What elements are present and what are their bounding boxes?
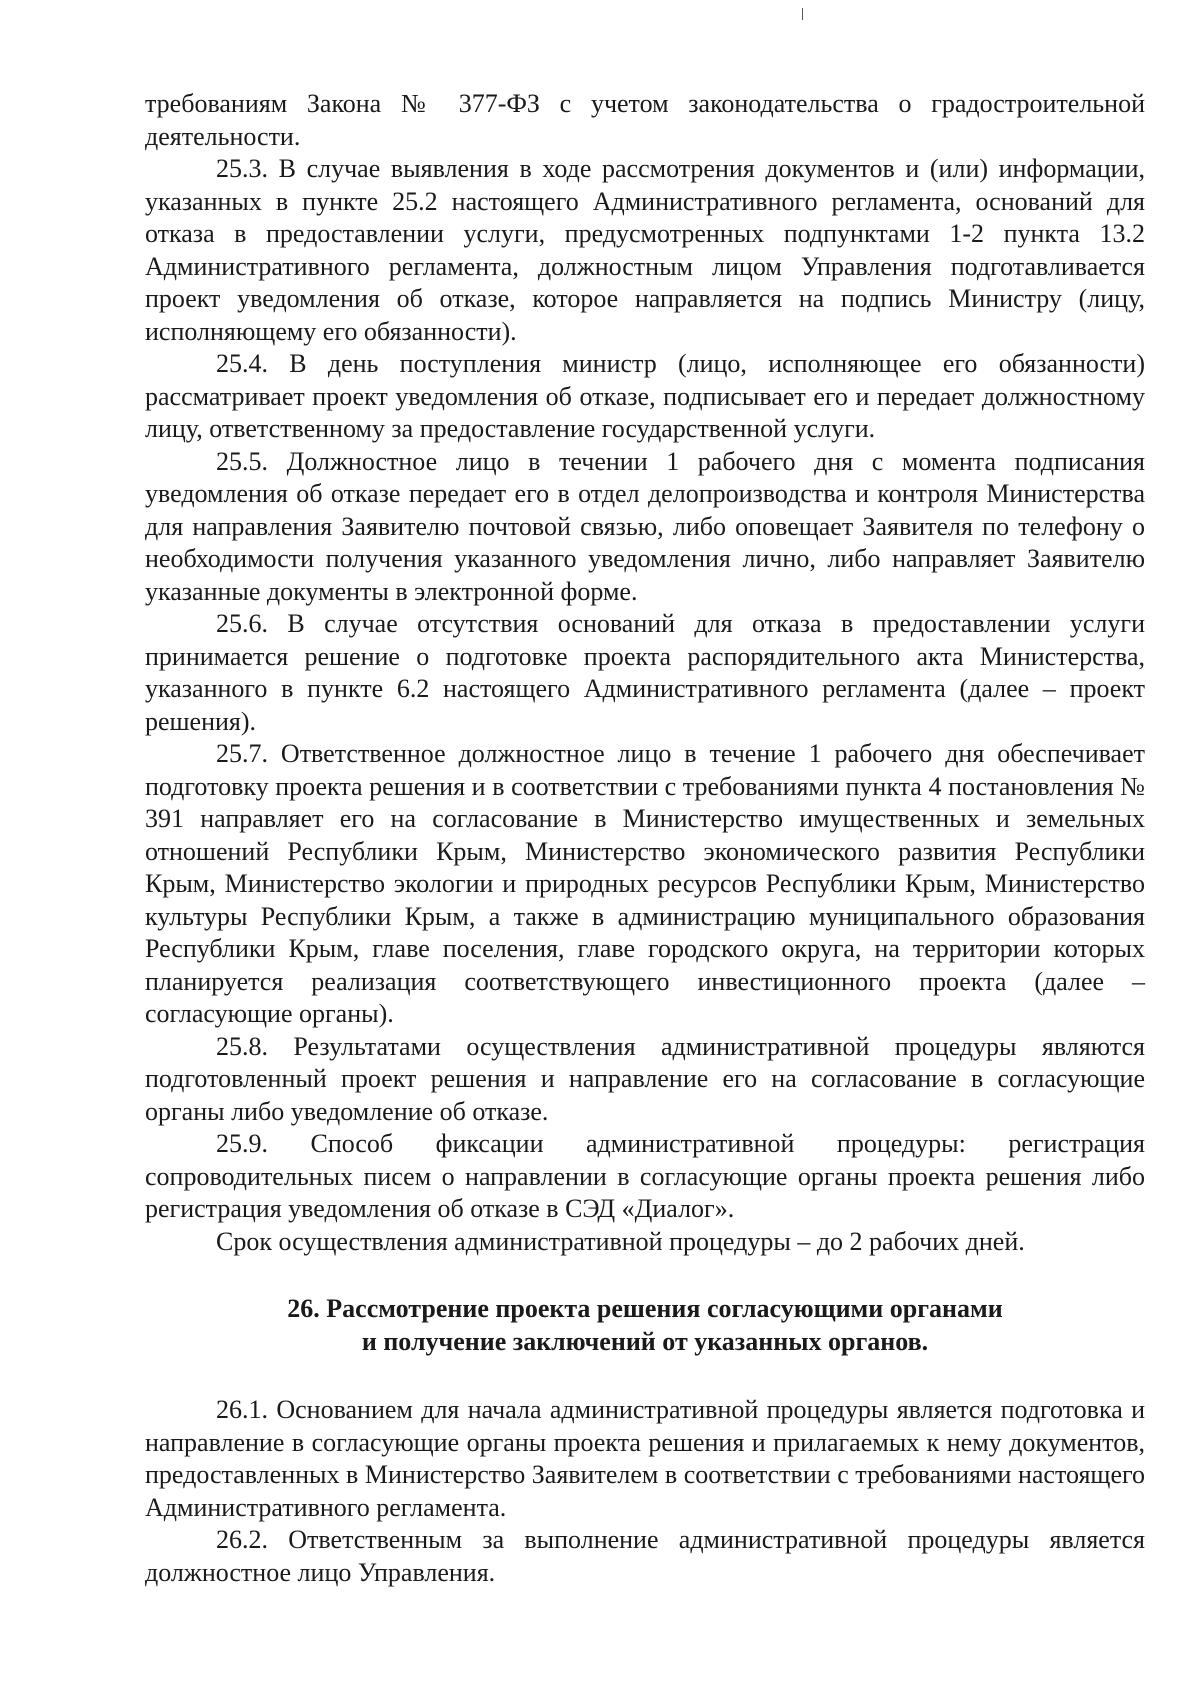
paragraph-25-5: 25.5. Должностное лицо в течении 1 рабочего дня с момента подписания уведомления об отказе передает его в отдел делопроизводства и контроля Министерства для направления Заявителю почтовой связью, либо оповещает Заявителя по телефону о необходимости получения указанного уведомления лично, либо направляет Заявителю указанные документы в электронной форме. — [145, 446, 1145, 606]
scan-mark — [802, 8, 803, 20]
paragraph-25-6: 25.6. В случае отсутствия оснований для отказа в предоставлении услуги принимается решение о подготовке проекта распорядительного акта Министерства, указанного в пункте 6.2 настоящего Административного регламента (далее – проект решения). — [145, 609, 1145, 736]
section-heading-26 — [145, 1292, 1145, 1358]
document-page — [145, 88, 1145, 1589]
heading-line-2: и получение заключений от указанных органов. — [361, 1327, 929, 1356]
paragraph-25-2-continuation: требованиям Закона № 377-ФЗ с учетом законодательства о градостроительной деятельности. — [145, 89, 1145, 151]
heading-line-1: 26. Рассмотрение проекта решения согласующими органами — [287, 1294, 1003, 1323]
paragraph-25-8: 25.8. Результатами осуществления административной процедуры являются подготовленный проект решения и направление его на согласование в согласующие органы либо уведомление об отказе. — [145, 1031, 1145, 1126]
paragraph-25-7: 25.7. Ответственное должностное лицо в течение 1 рабочего дня обеспечивает подготовку проекта решения и в соответствии с требованиями пункта 4 постановления № 391 направляет его на согласование в Министерство имущественных и земельных отношений Республики Крым, Министерство экономического развития Республики Крым, Министерство экологии и природных ресурсов Республики Крым, Министерство культуры Республики Крым, а также в администрацию муниципального образования Республики Крым, главе поселения, главе городского округа, на территории которых планируется реализация соответствующего инвестиционного проекта (далее – согласующие органы). — [145, 739, 1145, 1028]
paragraph-25-3: 25.3. В случае выявления в ходе рассмотрения документов и (или) информации, указанных в пункте 25.2 настоящего Административного регламента, оснований для отказа в предоставлении услуги, предусмотренных подпунктами 1-2 пункта 13.2 Административного регламента, должностным лицом Управления подготавливается проект уведомления об отказе, которое направляется на подпись Министру (лицу, исполняющему его обязанности). — [145, 154, 1145, 346]
paragraph-26-1: 26.1. Основанием для начала административной процедуры является подготовка и направление в согласующие органы проекта решения и прилагаемых к нему документов, предоставленных в Министерство Заявителем в соответствии с требованиями настоящего Административного регламента. — [145, 1395, 1145, 1522]
paragraph-deadline: Срок осуществления административной процедуры – до 2 рабочих дней. — [216, 1226, 1025, 1256]
paragraph-25-4: 25.4. В день поступления министр (лицо, исполняющее его обязанности) рассматривает проект уведомления об отказе, подписывает его и передает должностному лицу, ответственному за предоставление государственной услуги. — [145, 349, 1145, 443]
paragraph-26-2: 26.2. Ответственным за выполнение административной процедуры является должностное лицо Управления. — [145, 1525, 1145, 1587]
paragraph-25-9: 25.9. Способ фиксации административной процедуры: регистрация сопроводительных писем о направлении в согласующие органы проекта решения либо регистрация уведомления об отказе в СЭД «Диалог». — [145, 1129, 1145, 1223]
